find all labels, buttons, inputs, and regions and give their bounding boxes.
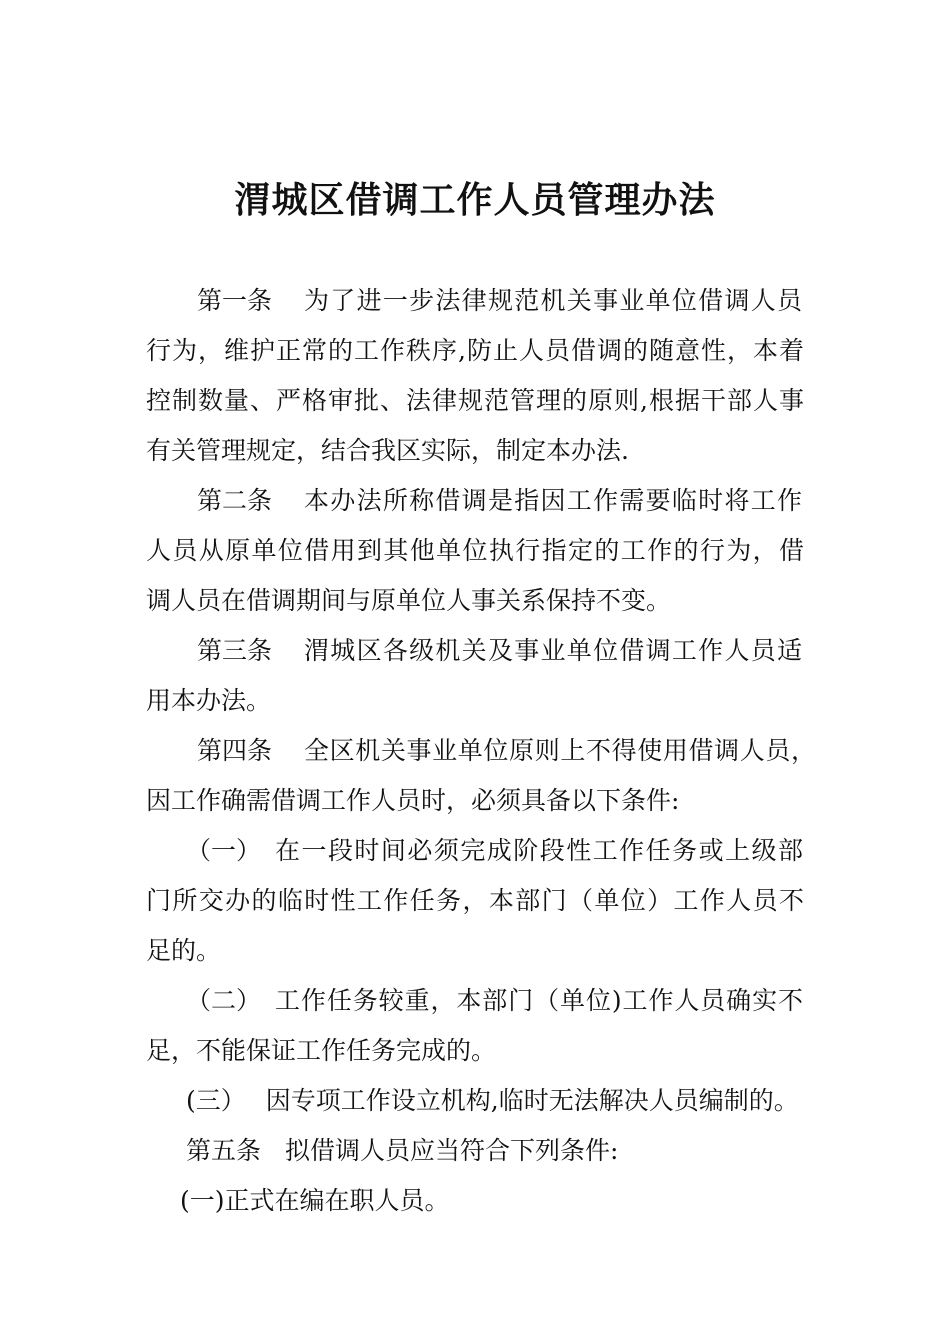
line-text: 有关管理规定，结合我区实际，制定本办法.: [146, 436, 629, 465]
article-label: 第三条: [197, 636, 273, 665]
text-line: [146, 935, 221, 967]
line-text: 足，不能保证工作任务完成的。: [146, 1036, 497, 1065]
text-line: [146, 535, 804, 567]
line-text: 因工作确需借调工作人员时，必须具备以下条件:: [146, 786, 680, 815]
line-text: 本办法所称借调是指因工作需要临时将工作: [304, 486, 803, 515]
line-text: (一)正式在编在职人员。: [180, 1186, 450, 1215]
text-line: [146, 685, 271, 717]
text-line: [146, 385, 804, 417]
line-text: 为了进一步法律规范机关事业单位借调人员: [304, 286, 803, 315]
line-text: 行为，维护正常的工作秩序,防止人员借调的随意性，本着: [146, 336, 804, 365]
text-line: [146, 1035, 496, 1067]
text-line: [146, 885, 804, 917]
line-text: 门所交办的临时性工作任务，本部门（单位）工作人员不: [146, 886, 804, 915]
text-line: [146, 585, 671, 617]
document-title: 渭城区借调工作人员管理办法: [234, 179, 716, 221]
text-line: [180, 1185, 450, 1217]
text-line: [197, 735, 816, 767]
item-label: (三）: [186, 1086, 246, 1115]
line-text: 用本办法。: [146, 686, 272, 715]
item-label: （一）: [186, 836, 262, 865]
line-text: 拟借调人员应当符合下列条件:: [285, 1136, 619, 1165]
line-text: 因专项工作设立机构,临时无法解决人员编制的。: [265, 1086, 799, 1115]
article-label: 第一条: [197, 286, 273, 315]
text-line: [197, 635, 802, 667]
line-text: 工作任务较重，本部门（单位)工作人员确实不: [275, 986, 804, 1015]
text-line: [197, 485, 802, 517]
article-label: 第二条: [197, 486, 273, 515]
text-line: [186, 1135, 618, 1167]
item-label: （二）: [186, 986, 262, 1015]
text-line: [186, 835, 803, 867]
text-line: [146, 435, 629, 467]
line-text: 全区机关事业单位原则上不得使用借调人员，: [304, 736, 817, 765]
line-text: 足的。: [146, 936, 222, 965]
text-line: [197, 285, 802, 317]
text-line: [146, 335, 804, 367]
article-label: 第四条: [197, 736, 273, 765]
article-label: 第五条: [186, 1136, 262, 1165]
line-text: 调人员在借调期间与原单位人事关系保持不变。: [146, 586, 672, 615]
text-line: [146, 785, 679, 817]
text-line: [186, 1085, 799, 1117]
line-text: 渭城区各级机关及事业单位借调工作人员适: [304, 636, 803, 665]
line-text: 在一段时间必须完成阶段性工作任务或上级部: [275, 836, 804, 865]
text-line: [186, 985, 803, 1017]
line-text: 控制数量、严格审批、法律规范管理的原则,根据干部人事: [146, 386, 804, 415]
line-text: 人员从原单位借用到其他单位执行指定的工作的行为，借: [146, 536, 804, 565]
